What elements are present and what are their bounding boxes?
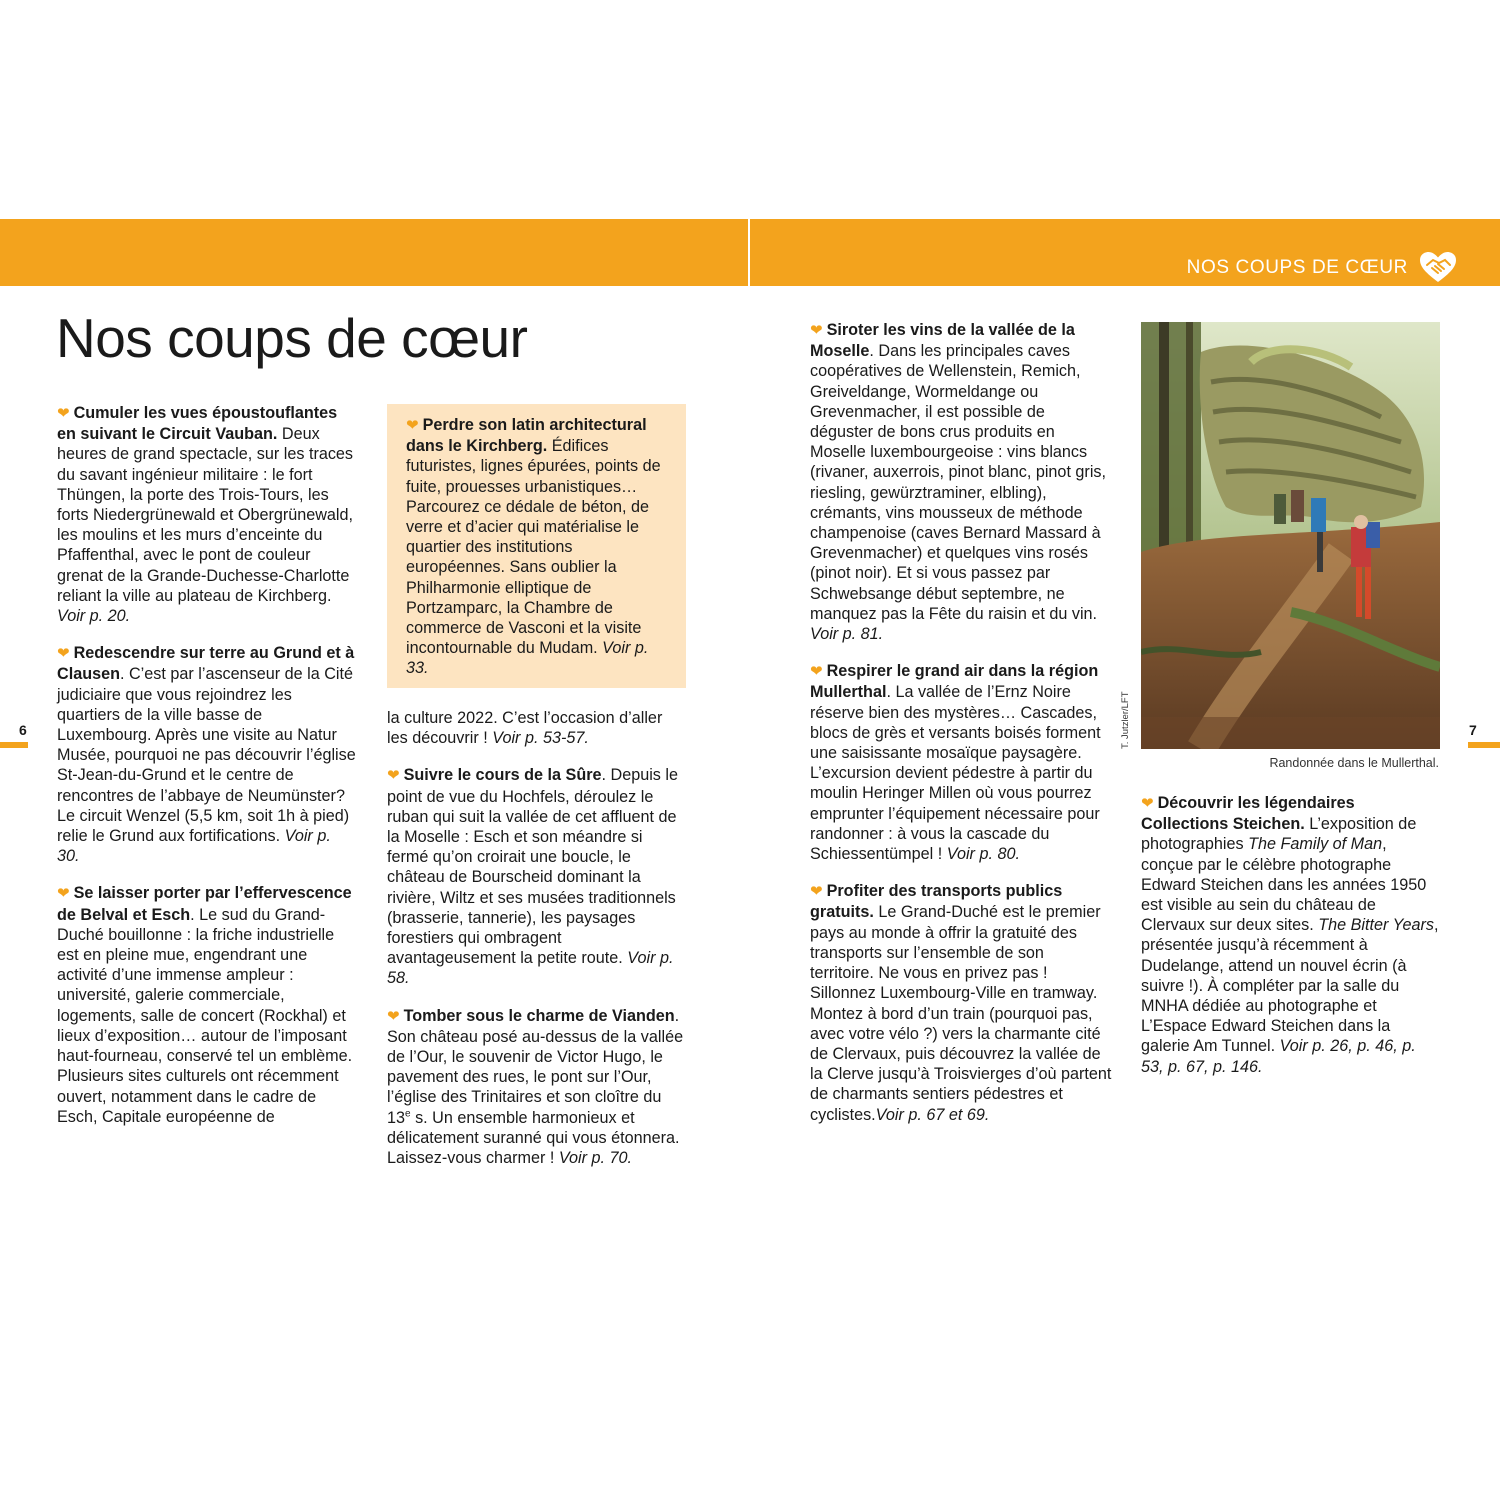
heart-icon: ❤	[57, 645, 70, 663]
heart-icon: ❤	[57, 885, 70, 903]
photo-mullerthal-hike	[1141, 322, 1440, 749]
entry-text: . La vallée de l’Ernz Noire réserve bien des mystères… Cascades, blocs de grès et versants boisés forment une saisissante mosaïque paysagère. L’excursion devient pédestre à partir du moulin Heringer Millen où vous pourrez emprunter l’équipement nécessaire pour randonner : à vous la cascade du Schiessentümpel !	[810, 683, 1101, 864]
page-number-right: 7	[1469, 722, 1477, 738]
photo-caption: Randonnée dans le Mullerthal.	[1269, 756, 1439, 770]
entry-text-3: , présentée jusqu’à récemment à Dudelange, attend un nouvel écrin (à suivre !). À compléter par la salle du MNHA dédiée au photographe et L’Espace Edward Steichen dans la galerie Am Tunnel.	[1141, 916, 1439, 1056]
entry-ref: Voir p. 53-57.	[492, 729, 589, 748]
entry-ref: Voir p. 20.	[57, 607, 131, 626]
heart-icon: ❤	[1141, 795, 1154, 812]
entry-ref: Voir p. 81.	[810, 625, 884, 644]
entry-public-transport	[810, 881, 1112, 1124]
entry-italic-1: The Family of Man	[1248, 835, 1383, 854]
entry-title: Respirer le grand air dans la région Mullerthal	[810, 662, 1099, 702]
entry-belval-esch	[57, 883, 357, 1126]
column-4	[1141, 793, 1441, 1077]
entry-ref: Voir p. 70.	[558, 1149, 633, 1168]
heart-icon: ❤	[387, 1007, 400, 1025]
folio-bar-right	[1468, 742, 1500, 748]
entry-title: Profiter des transports publics gratuits.	[810, 882, 1063, 922]
entry-title: Tomber sous le charme de Vianden	[403, 1006, 675, 1025]
heart-icon: ❤	[406, 417, 419, 434]
handshake-heart-icon	[1418, 250, 1458, 284]
entry-circuit-vauban	[57, 403, 357, 626]
superscript: e	[405, 1108, 411, 1120]
entry-title: Découvrir les légendaires Collections Steichen.	[1141, 794, 1355, 834]
highlight-box-kirchberg	[387, 404, 686, 688]
entry-text: . Dans les principales caves coopératives de Wellenstein, Remich, Greiveldange, Wormeldange ou Grevenmacher, il est possible de déguster de bons crus produits en Moselle luxembourgeoise : vins blancs (rivaner, auxerrois, pinot blanc, pinot gris, riesling, gewürztraminer, elbling), crémants, vins mousseux de méthode champenoise (caves Bernard Massard à Grevenmacher) et quelques vins rosés (pinot noir). Et si vous passez par Schwebsange début septembre, ne manquez pas la Fête du raisin et du vin.	[810, 342, 1107, 623]
heart-icon: ❤	[810, 322, 823, 339]
entry-belval-continued	[387, 708, 687, 748]
heart-icon: ❤	[810, 663, 823, 681]
entry-ref: Voir p. 30.	[57, 827, 331, 866]
entry-text-2: , conçue par le célèbre photographe Edward Steichen dans les années 1950 est visible au sein du château de Clervaux sur deux sites.	[1141, 835, 1427, 935]
entry-title: Redescendre sur terre au Grund et à Clausen	[57, 644, 355, 684]
entry-title: Se laisser porter par l’effervescence de Belval et Esch	[57, 884, 352, 924]
entry-italic-2: The Bitter Years	[1318, 916, 1435, 935]
entry-vianden	[387, 1006, 687, 1169]
entry-ref: Voir p. 58.	[387, 949, 674, 988]
entry-ref: Voir p. 26, p. 46, p. 53, p. 67, p. 146.	[1141, 1037, 1416, 1076]
entry-ref: Voir p. 33.	[406, 639, 649, 678]
column-3	[810, 320, 1112, 1125]
entry-title: Perdre son latin architectural dans le Kirchberg.	[406, 416, 647, 456]
entry-ref: Voir p. 80.	[946, 845, 1020, 864]
column-2	[387, 708, 687, 1168]
page-title: Nos coups de cœur	[56, 307, 528, 369]
entry-kirchberg	[406, 415, 668, 679]
entry-text: Le Grand-Duché est le premier pays au monde à offrir la gratuité des transports sur l’ensemble de son territoire. Ne vous en privez pas ! Sillonnez Luxembourg-Ville en tramway. Montez à bord d’un train (pourquoi pas, avec votre vélo ?) vers la charmante cité de Clervaux, puis découvrez la vallée de la Clerve jusqu’à Troisvierges d’où partent de charmants sentiers pédestres et cyclistes.	[810, 903, 1112, 1124]
heart-icon: ❤	[57, 405, 70, 422]
entry-text: L’exposition de photographies	[1141, 815, 1417, 854]
heart-icon: ❤	[810, 883, 823, 901]
page-number-left: 6	[19, 722, 27, 738]
photo-credit: T. Jutzler/LFT	[1120, 691, 1131, 749]
entry-ref: Voir p. 67 et 69.	[875, 1105, 990, 1124]
entry-steichen	[1141, 793, 1441, 1077]
folio-bar-left	[0, 742, 28, 748]
entry-text-2: s. Un ensemble harmonieux et délicatement suranné qui vous étonnera. Laissez-vous charmer !	[387, 1108, 680, 1168]
entry-text: la culture 2022. C’est l’occasion d’aller les découvrir !	[387, 709, 663, 748]
entry-text: . Le sud du Grand-Duché bouillonne : la friche industrielle est en pleine mue, engendrant une activité d’une immense ampleur : université, galerie commerciale, logements, salle de concert (Rockhal) et lieux d’exposition… autour de l’imposant haut-fourneau, conservé tel un emblème. Plusieurs sites culturels ont récemment ouvert, notamment dans le cadre de Esch, Capitale européenne de	[57, 905, 353, 1126]
photo-illustration	[1141, 322, 1440, 749]
entry-grund-clausen	[57, 643, 357, 866]
entry-text: . C’est par l’ascenseur de la Cité judiciaire que vous rejoindrez les quartiers de la ville basse de Luxembourg. Après une visite au Natur Musée, pourquoi ne pas découvrir l’église St-Jean-du-Grund et le centre de rencontres de l’abbaye de Neumünster? Le circuit Wenzel (5,5 km, soit 1h à pied) relie le Grund aux fortifications.	[57, 665, 356, 846]
entry-title: Siroter les vins de la vallée de la Moselle	[810, 321, 1075, 361]
entry-title: Cumuler les vues époustouflantes en suivant le Circuit Vauban.	[57, 404, 338, 444]
entry-mullerthal	[810, 661, 1112, 864]
header-band-left	[0, 219, 748, 286]
entry-sure	[387, 765, 687, 988]
entry-text: Deux heures de grand spectacle, sur les traces du savant ingénieur militaire : le fort Thüngen, la porte des Trois-Tours, les forts Niedergrünewald et Obergrünewald, les moulins et les murs d’enceinte du Pfaffenthal, avec le pont de couleur grenat de la Grande-Duchesse-Charlotte reliant la ville au plateau de Kirchberg.	[57, 425, 354, 605]
heart-icon: ❤	[387, 767, 400, 785]
entry-text: Édifices futuristes, lignes épurées, points de fuite, prouesses urbanistiques… Parcourez ce dédale de béton, de verre et d’acier qui matérialise le quartier des institutions européennes. Sans oublier la Philharmonie elliptique de Portzamparc, la Chambre de commerce de Vasconi et la visite incontournable du Mudam.	[406, 437, 661, 658]
entry-text: . Son château posé au-dessus de la vallée de l’Our, le souvenir de Victor Hugo, le pavement des rues, le pont sur l’Our, l’église des Trinitaires et son cloître du 13	[387, 1006, 684, 1127]
entry-title: Suivre le cours de la Sûre	[403, 766, 602, 785]
column-1	[57, 403, 357, 1127]
entry-moselle-wines	[810, 320, 1112, 644]
running-head: NOS COUPS DE CŒUR	[1186, 257, 1408, 278]
entry-text: . Depuis le point de vue du Hochfels, déroulez le ruban qui suit la vallée de cet affluent de la Moselle : Esch et son méandre si fermé qu’on croirait une boucle, le château de Bourscheid dominant la rivière, Wiltz et ses musées traditionnels (brasserie, tannerie), les paysages forestiers qui ombragent avantageusement la petite route.	[387, 766, 678, 968]
